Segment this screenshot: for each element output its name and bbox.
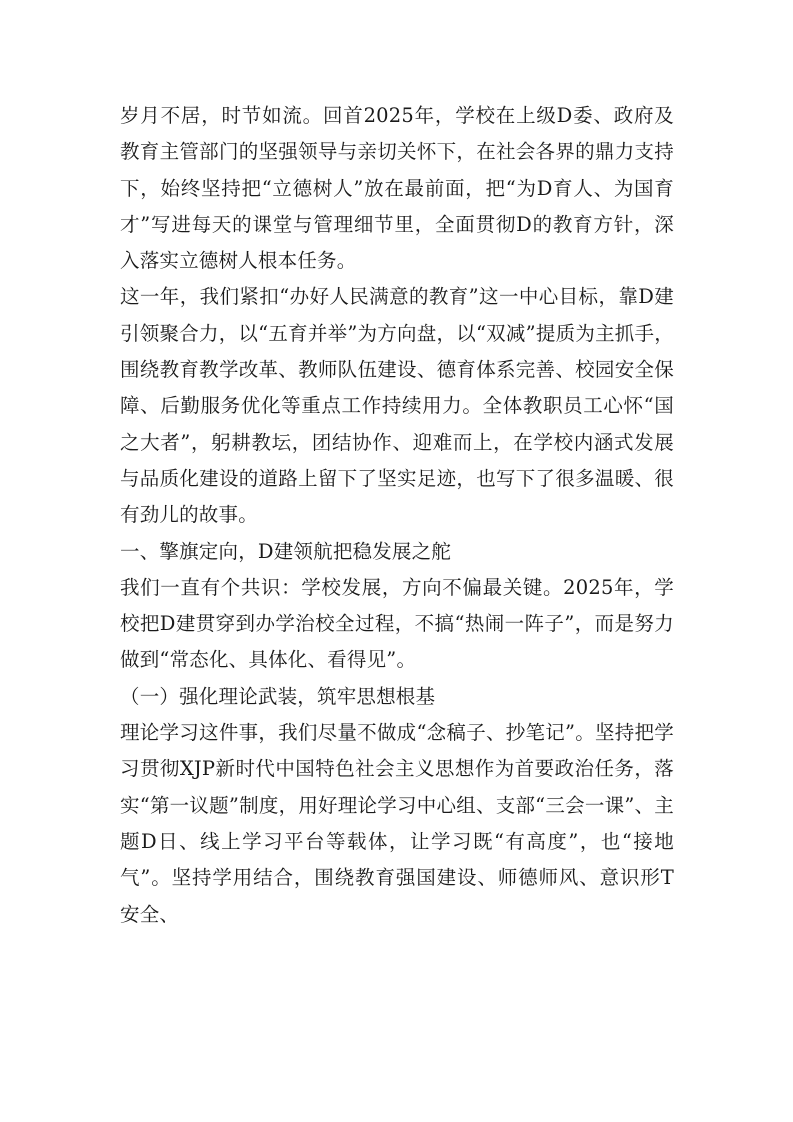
paragraph-section-1-intro: 我们一直有个共识：学校发展，方向不偏最关键。2025年，学校把D建贯穿到办学治校全过程，不搞“热闹一阵子”，而是努力做到“常态化、具体化、看得见”。 [120, 575, 674, 672]
document-body [120, 98, 674, 933]
paragraph-theory-study: 理论学习这件事，我们尽量不做成“念稿子、抄笔记”。坚持把学习贯彻XJP新时代中国特色社会主义思想作为首要政治任务，落实“第一议题”制度，用好理论学习中心组、支部“三会一课”、主题D日、线上学习平台等载体，让学习既“有高度”，也“接地气”。坚持学用结合，围绕教育强国建设、师德师风、意识形T安全、 [120, 721, 674, 926]
paragraph-opening: 岁月不居，时节如流。回首2025年，学校在上级D委、政府及教育主管部门的坚强领导与亲切关怀下，在社会各界的鼎力支持下，始终坚持把“立德树人”放在最前面，把“为D育人、为国育才”写进每天的课堂与管理细节里，全面贯彻D的教育方针，深入落实立德树人根本任务。 [120, 104, 674, 273]
section-heading-1: 一、擎旗定向，D建领航把稳发展之舵 [120, 539, 452, 563]
subsection-heading-1-1: （一）强化理论武装，筑牢思想根基 [120, 684, 436, 708]
paragraph-year-overview: 这一年，我们紧扣“办好人民满意的教育”这一中心目标，靠D建引领聚合力，以“五育并举”为方向盘，以“双减”提质为主抓手，围绕教育教学改革、教师队伍建设、德育体系完善、校园安全保障、后勤服务优化等重点工作持续用力。全体教职员工心怀“国之大者”，躬耕教坛，团结协作、迎难而上，在学校内涵式发展与品质化建设的道路上留下了坚实足迹，也写下了很多温暖、很有劲儿的故事。 [120, 285, 674, 527]
